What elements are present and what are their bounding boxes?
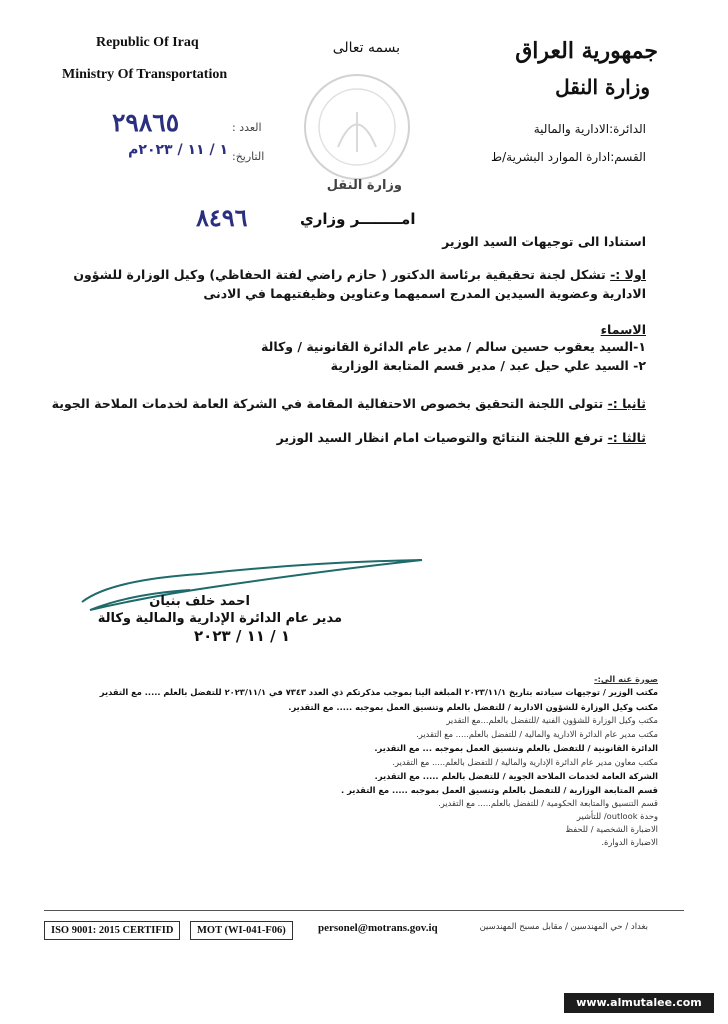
copy-line: مكتب الوزير / توجيهات سيادته بتاريخ ٢٠٢٣/١١/١ المبلغة الينا بموجب مذكرتكم ذي العدد ٧٣٤٣ في ٢٠٢٣/١١/١ للتفضل بالعلم ..... مع التقدير [99, 687, 658, 697]
date-value: ١ / ١١ / ٢٠٢٣م [128, 142, 228, 158]
copy-line: الاضبارة الدوارة. [601, 837, 658, 847]
section-first [62, 265, 646, 303]
third-text: ترفع اللجنة النتائج والتوصيات امام انظار السيد الوزير [276, 430, 604, 445]
order-number: ٨٤٩٦ [196, 203, 248, 232]
en-country: Republic Of Iraq [96, 35, 199, 50]
copy-line: قسم المتابعة الوزارية / للتفضل بالعلم وتنسيق العمل بموجبه ..... مع التقدير . [341, 785, 658, 795]
en-ministry: Ministry Of Transportation [62, 67, 228, 82]
second-label: ثانيا :- [607, 396, 646, 411]
order-title: امــــــــر وزاري [300, 210, 416, 228]
names-heading: الاسماء [600, 322, 646, 337]
preface: استنادا الى توجيهات السيد الوزير [442, 234, 646, 249]
seal-caption: وزارة النقل [326, 178, 402, 193]
copies-heading: صورة عنه الى:- [594, 674, 658, 684]
department-line: الدائرة:الادارية والمالية [533, 122, 646, 136]
copy-line: وحدة outlook/ للتأشير [576, 811, 658, 821]
copy-line: الاضبارة الشخصية / للحفظ [565, 824, 658, 834]
first-text: تشكل لجنة تحقيقية برئاسة الدكتور ( حازم راضي لفتة الحفاظي) وكيل الوزارة للشؤون الادارية وعضوية السيدين المدرج اسميهما وعناوين وظيفتيهما في الادنى [73, 267, 646, 301]
copy-line: مكتب وكيل الوزارة للشؤون الفنية /للتفضل بالعلم...مع التقدير [446, 715, 658, 725]
section-third [277, 428, 646, 447]
number-value: ٢٩٨٦٥ [112, 108, 180, 137]
footer-email[interactable]: personel@motrans.gov.iq [318, 922, 438, 934]
copy-line: الدائرة القانونية / للتفضل بالعلم وتنسيق العمل بموجبه ... مع التقدير. [374, 743, 658, 753]
signature-date: ١ / ١١ / ٢٠٢٣ [194, 627, 290, 645]
ar-country: جمهورية العراق [515, 38, 658, 64]
iso-badge: ISO 9001: 2015 CERTIFID [44, 921, 180, 940]
copy-line: قسم التنسيق والمتابعة الحكومية / للتفضل بالعلم..... مع التقدير. [438, 798, 658, 808]
ministry-seal-icon [298, 72, 416, 182]
section-line: القسم:ادارة الموارد البشرية/ط [491, 150, 646, 164]
second-text: تتولى اللجنة التحقيق بخصوص الاحتفالية المقامة في الشركة العامة لخدمات الملاحة الجوية [51, 396, 604, 411]
signature-stroke [70, 540, 430, 620]
date-label: التاريخ: [232, 150, 265, 163]
number-label: العدد : [232, 121, 262, 134]
first-label: اولا :- [610, 267, 646, 282]
basmala: بسمه تعالى [332, 40, 400, 56]
form-code: MOT (WI-041-F06) [190, 921, 293, 940]
ar-ministry: وزارة النقل [555, 75, 650, 99]
name-item-1: ١-السيد يعقوب حسين سالم / مدير عام الدائرة القانونية / وكالة [261, 339, 646, 354]
footer-divider [44, 910, 684, 911]
site-watermark: www.almutalee.com [564, 993, 714, 1013]
footer-address: بغداد / حي المهندسين / مقابل مسبح المهندسين [479, 922, 648, 932]
copy-line: مكتب مدير عام الدائرة الادارية والمالية / للتفضل بالعلم..... مع التقدير. [416, 729, 658, 739]
section-second [52, 394, 646, 413]
signer-name: احمد خلف بنيان [149, 594, 250, 609]
copy-line: الشركة العامة لخدمات الملاحة الجوية / للتفضل بالعلم ..... مع التقدير. [374, 771, 658, 781]
name-item-2: ٢- السيد علي حيل عبد / مدير قسم المتابعة الوزارية [330, 358, 646, 373]
copy-line: مكتب معاون مدير عام الدائرة الإدارية والمالية / للتفضل بالعلم..... مع التقدير. [392, 757, 658, 767]
signer-title: مدير عام الدائرة الإدارية والمالية وكالة [97, 611, 342, 626]
copy-line: مكتب وكيل الوزارة للشؤون الادارية / للتفضل بالعلم وتنسيق العمل بموجبه ..... مع التقدير. [288, 702, 658, 712]
third-label: ثالثا :- [607, 430, 646, 445]
